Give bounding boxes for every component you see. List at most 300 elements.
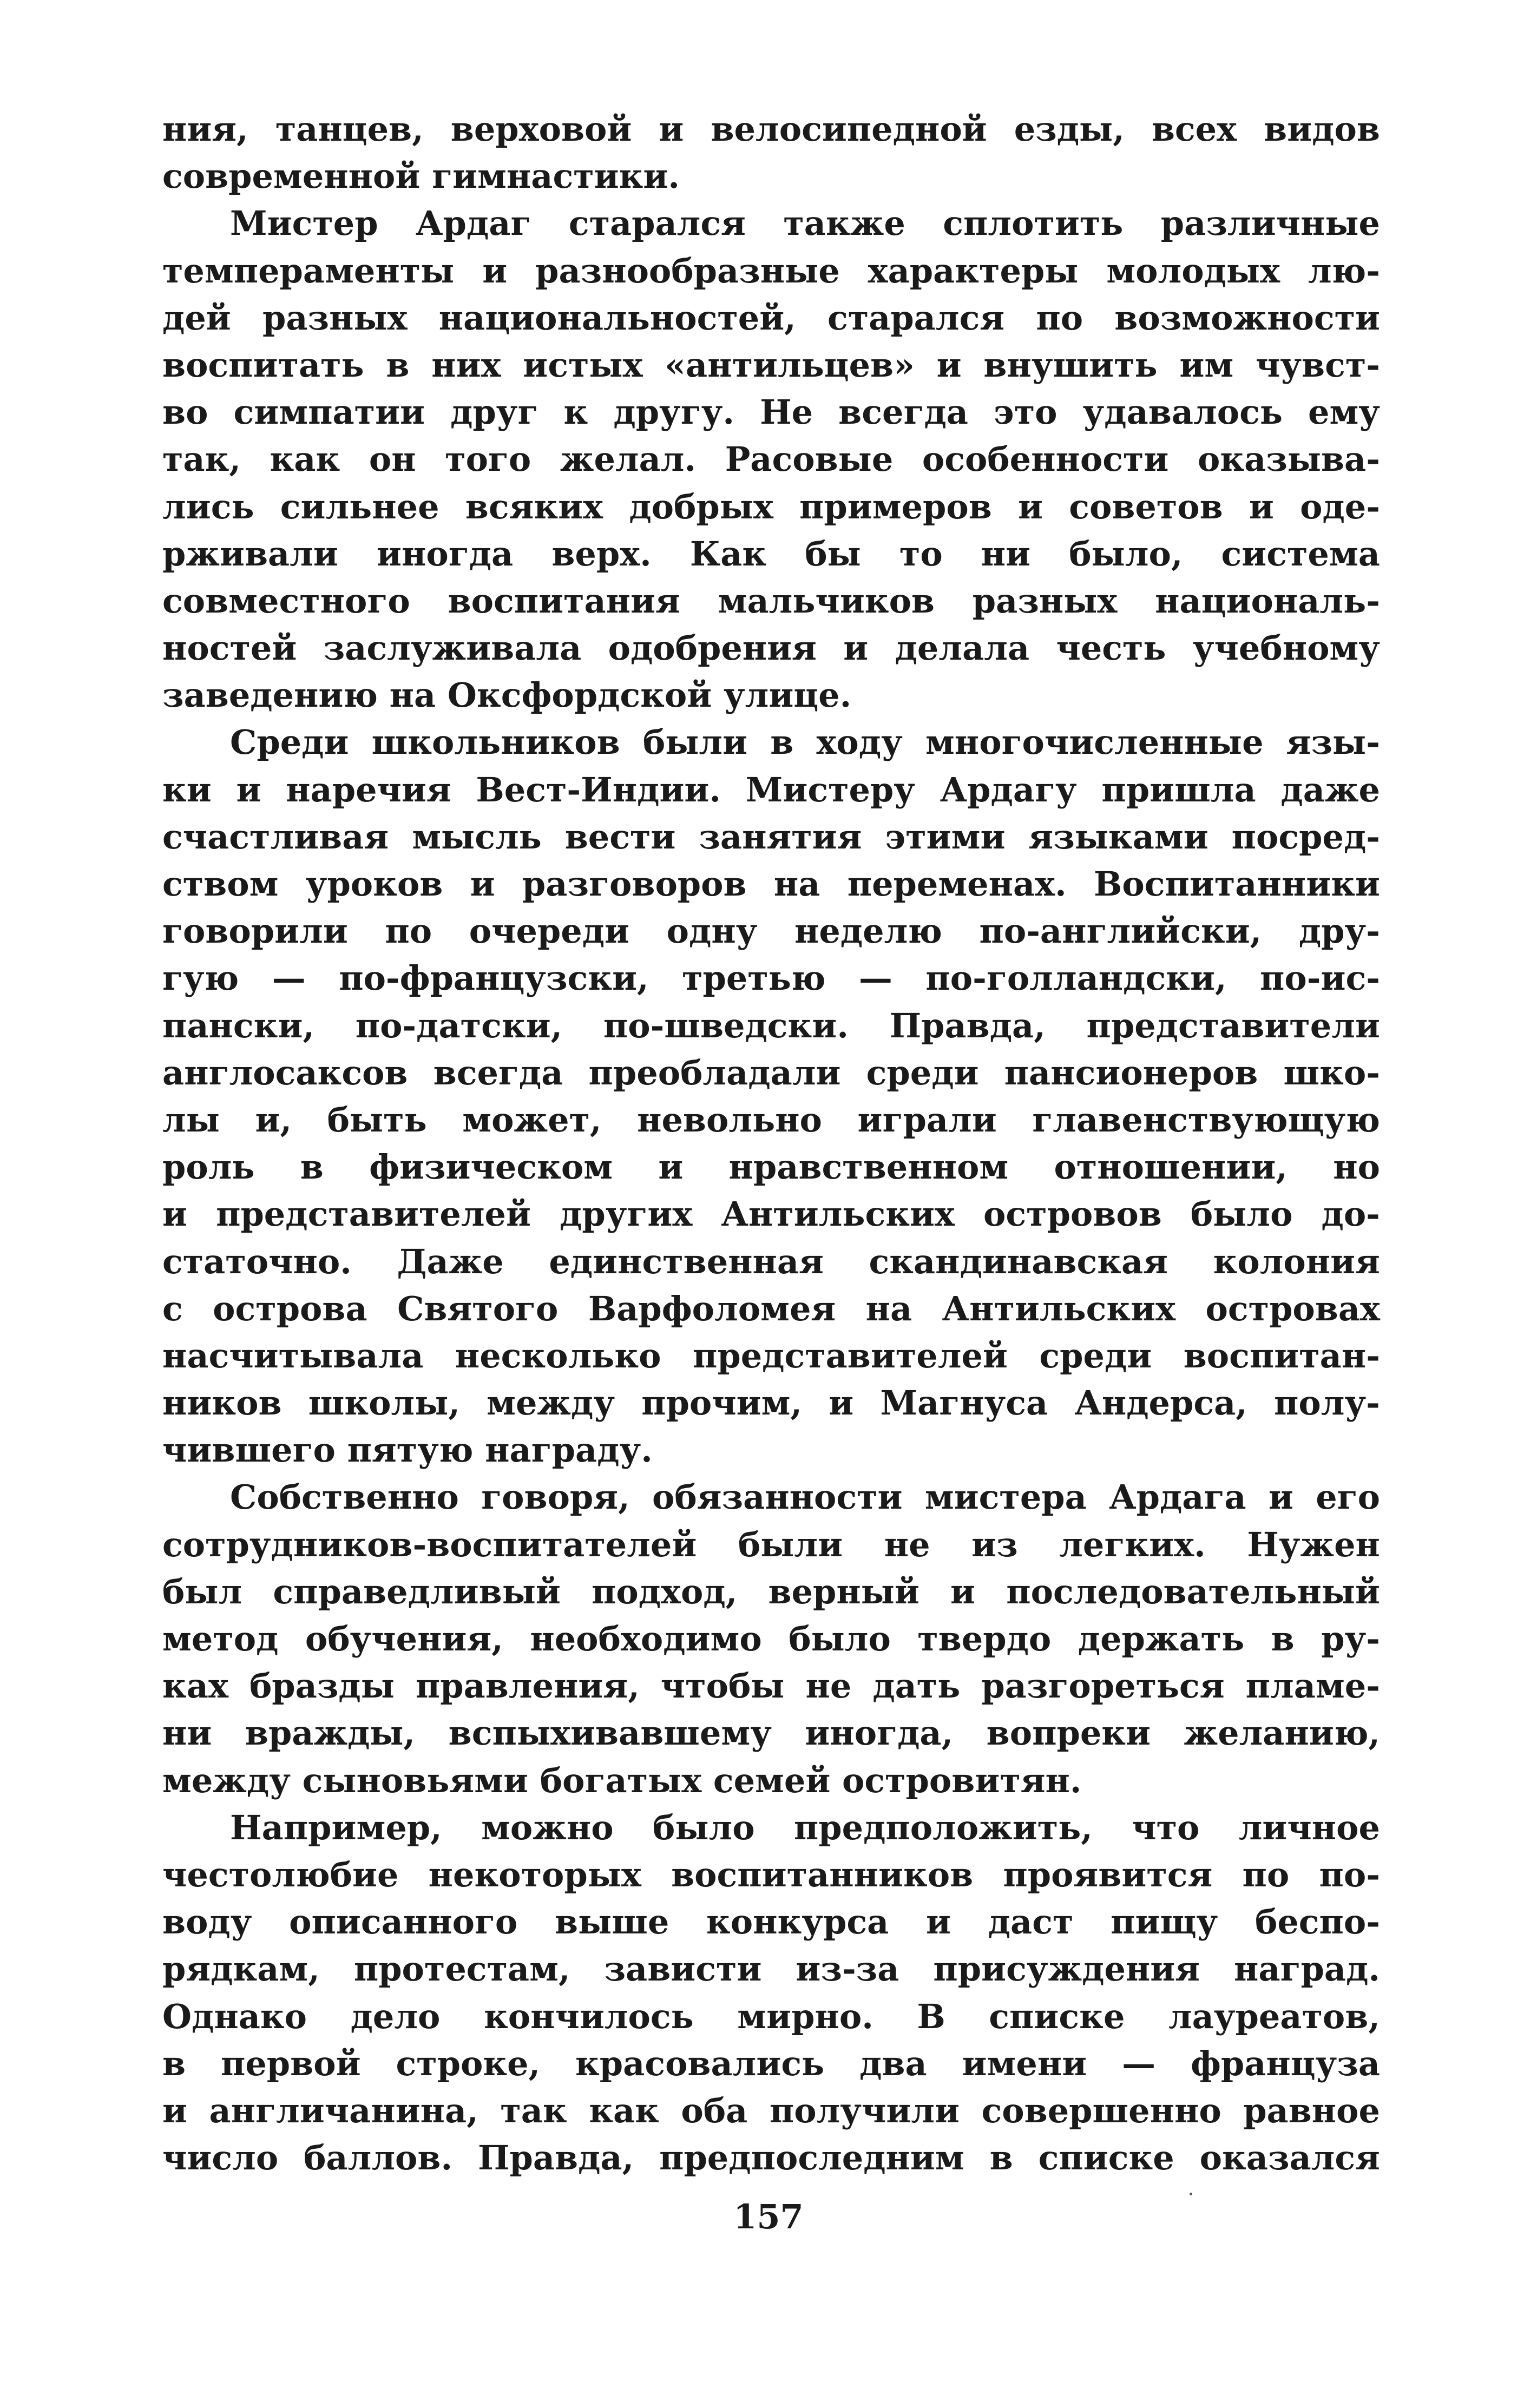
word: Расовые: [725, 439, 894, 479]
word: других: [560, 1194, 693, 1234]
word: истых: [523, 345, 643, 385]
word: верх.: [551, 534, 652, 574]
word: так,: [162, 439, 241, 479]
word: Правда,: [477, 2138, 634, 2178]
word: статочно.: [162, 1241, 352, 1281]
word: мальчиков: [718, 581, 935, 621]
word: пришла: [1101, 769, 1256, 810]
word: и,: [255, 1100, 292, 1140]
word: то: [899, 534, 943, 574]
word: и: [936, 345, 962, 385]
text-line: [162, 1190, 1380, 1238]
word: друг: [450, 392, 538, 432]
text-line: [162, 1898, 1380, 1945]
text-line: [162, 1379, 1380, 1426]
word: островитян.: [842, 1760, 1082, 1800]
word: вести: [564, 817, 676, 857]
word: вражды,: [245, 1713, 416, 1753]
word: них: [431, 345, 501, 385]
word: темпераменты: [162, 251, 455, 291]
word: с: [162, 1288, 183, 1328]
word: система: [1221, 534, 1380, 574]
word: и: [659, 109, 684, 149]
word: в: [162, 2043, 186, 2083]
word: старался: [568, 203, 746, 244]
word: и: [926, 1902, 951, 1942]
text-line: [162, 483, 1380, 530]
word: в: [989, 2138, 1013, 2178]
text-line: [162, 2134, 1380, 2181]
word: Ардага: [1109, 1477, 1246, 1517]
word: получили: [769, 2090, 960, 2130]
text-line: [162, 907, 1380, 955]
word: Магнуса: [880, 1383, 1048, 1423]
word: два: [859, 2043, 927, 2083]
word: в: [770, 722, 794, 762]
word: некоторых: [428, 1854, 641, 1894]
word: на: [773, 864, 820, 904]
word: предположить,: [793, 1807, 1093, 1847]
word: разных: [972, 581, 1118, 621]
word: дей: [162, 298, 231, 338]
word: разных: [262, 298, 408, 338]
word: среди: [866, 1052, 979, 1093]
text-line: [162, 1804, 1380, 1851]
word: во: [162, 392, 208, 432]
text-line: [162, 153, 1380, 200]
text-line: [162, 1049, 1380, 1096]
body-text: [162, 106, 1380, 2181]
text-line: [162, 106, 1380, 153]
word: легких.: [1059, 1524, 1206, 1564]
word: держать: [1078, 1619, 1245, 1659]
word: внушить: [983, 345, 1158, 385]
word: в: [1271, 1619, 1295, 1659]
word: что: [1132, 1807, 1200, 1847]
word: оказыва-: [1197, 439, 1380, 479]
word: дру-: [1298, 911, 1380, 951]
word: Вест-Индии.: [476, 769, 721, 810]
word: иногда: [377, 534, 514, 574]
word: представителей: [216, 1194, 531, 1234]
word: как: [270, 439, 340, 479]
text-line: [162, 1238, 1380, 1285]
text-line: [162, 766, 1380, 813]
word: дать: [872, 1666, 961, 1706]
word: советов: [1069, 486, 1223, 527]
word: и: [658, 1147, 684, 1187]
word: был: [162, 1571, 242, 1611]
word: делала: [895, 628, 1030, 668]
word: играли: [857, 1100, 997, 1140]
word: улице.: [723, 675, 852, 715]
word: проявится: [1003, 1854, 1213, 1894]
word: ством: [162, 864, 279, 904]
word: совершенно: [981, 2090, 1221, 2130]
text-line: [162, 1615, 1380, 1662]
word: современной: [162, 156, 421, 196]
word: язы-: [1286, 722, 1380, 762]
word: верховой: [450, 109, 632, 149]
text-line: [162, 1332, 1380, 1379]
word: лись: [162, 486, 254, 527]
word: насчитывала: [162, 1335, 424, 1376]
word: Правда,: [889, 1005, 1046, 1045]
word: чтобы: [660, 1666, 785, 1706]
word: в: [300, 1147, 324, 1187]
word: Ардагу: [940, 769, 1077, 810]
word: честь: [1056, 628, 1166, 668]
text-line: [162, 1757, 1380, 1804]
word: красовались: [575, 2043, 825, 2083]
word: богатых: [540, 1760, 702, 1800]
word: отношении,: [1054, 1147, 1288, 1187]
word: и: [1268, 1477, 1293, 1517]
word: учебному: [1192, 628, 1380, 668]
word: старался: [827, 298, 1005, 338]
word: мистера: [924, 1477, 1087, 1517]
word: лы: [162, 1100, 220, 1140]
word: списке: [1038, 2138, 1174, 2178]
word: им: [1179, 345, 1234, 385]
word: это: [994, 392, 1057, 432]
word: к: [563, 392, 588, 432]
word: оба: [681, 2090, 748, 2130]
word: пансионеров: [1004, 1052, 1258, 1093]
text-line: [162, 955, 1380, 1002]
word: и: [1018, 486, 1043, 527]
word: списке: [989, 1996, 1125, 2036]
word: совместного: [162, 581, 410, 621]
word: по-шведски.: [603, 1005, 849, 1045]
word: острова: [213, 1288, 367, 1328]
word: конкурса: [706, 1902, 889, 1942]
word: лю-: [1308, 251, 1380, 291]
word: равное: [1243, 2090, 1380, 2130]
word: семей: [713, 1760, 831, 1800]
word: быть: [327, 1100, 427, 1140]
word: счастливая: [162, 817, 389, 857]
word: подход,: [592, 1571, 738, 1611]
word: ни: [162, 1713, 212, 1753]
word: всегда: [433, 1052, 563, 1093]
word: физическом: [369, 1147, 613, 1187]
text-line: [162, 1851, 1380, 1898]
text-line: [162, 1993, 1380, 2040]
word: по-датски,: [355, 1005, 563, 1045]
word: ках: [162, 1666, 228, 1706]
word: представители: [1086, 1005, 1380, 1045]
word: того: [445, 439, 531, 479]
word: ходу: [816, 722, 903, 762]
word: примеров: [799, 486, 992, 527]
word: и: [482, 251, 508, 291]
word: разговоров: [522, 864, 747, 904]
word: наград.: [1234, 1949, 1380, 1989]
word: по: [385, 911, 432, 951]
word: из: [971, 1524, 1018, 1564]
word: пятую: [347, 1430, 474, 1470]
text-line: [162, 341, 1380, 389]
word: описанного: [289, 1902, 518, 1942]
word: верный: [768, 1571, 919, 1611]
text-line: [162, 1426, 1380, 1473]
word: возможности: [1114, 298, 1380, 338]
text-line: [162, 1002, 1380, 1049]
word: заведению: [162, 675, 378, 715]
word: Андерса,: [1074, 1383, 1247, 1423]
word: сильнее: [280, 486, 439, 527]
word: Антильских: [721, 1194, 955, 1234]
word: Святого: [397, 1288, 559, 1328]
word: француза: [1190, 2043, 1380, 2083]
word: добрых: [629, 486, 773, 527]
word: не: [884, 1524, 930, 1564]
word: даже: [1280, 769, 1380, 810]
word: переменах.: [847, 864, 1067, 904]
word: по: [1036, 298, 1083, 338]
word: присуждения: [933, 1949, 1200, 1989]
word: можно: [481, 1807, 614, 1847]
word: Как: [689, 534, 767, 574]
word: по-французски,: [339, 958, 649, 998]
word: полу-: [1274, 1383, 1380, 1423]
word: в: [386, 345, 410, 385]
text-line: [162, 1143, 1380, 1190]
word: последовательный: [1006, 1571, 1380, 1611]
text-line: [162, 294, 1380, 341]
word: выше: [555, 1902, 669, 1942]
word: между: [487, 1383, 615, 1423]
word: также: [783, 203, 905, 244]
word: всех: [1151, 109, 1237, 149]
word: скандинавская: [869, 1241, 1168, 1281]
text-line: [162, 860, 1380, 907]
word: твердо: [917, 1619, 1052, 1659]
word: —: [858, 958, 892, 998]
word: на: [389, 675, 436, 715]
word: неделю: [794, 911, 942, 951]
word: всегда: [838, 392, 968, 432]
text-line: [162, 389, 1380, 436]
word: лауреатов,: [1168, 1996, 1380, 2036]
word: англичанина,: [209, 2090, 478, 2130]
word: колония: [1213, 1241, 1380, 1281]
word: главенствующую: [1032, 1100, 1380, 1140]
word: многочисленные: [925, 722, 1264, 762]
word: беспо-: [1254, 1902, 1380, 1942]
word: не: [805, 1666, 852, 1706]
word: личное: [1238, 1807, 1380, 1847]
word: метод: [162, 1619, 279, 1659]
word: воспитать: [162, 345, 364, 385]
word: сыновьями: [302, 1760, 529, 1800]
print-speck: [1190, 2193, 1192, 2195]
text-line: [162, 247, 1380, 294]
word: по-английски,: [979, 911, 1262, 951]
word: англосаксов: [162, 1052, 408, 1093]
word: одобрения: [608, 628, 817, 668]
text-line: [162, 719, 1380, 766]
word: характеры: [868, 251, 1079, 291]
word: первой: [220, 2043, 361, 2083]
word: пищу: [1111, 1902, 1218, 1942]
word: и: [843, 628, 869, 668]
word: честолюбие: [162, 1854, 399, 1894]
word: танцев,: [275, 109, 424, 149]
word: иногда,: [805, 1713, 954, 1753]
word: было: [1190, 1194, 1293, 1234]
text-line: [162, 1662, 1380, 1709]
word: дело: [350, 1996, 441, 2036]
word: зависти: [604, 1949, 762, 1989]
word: шко-: [1283, 1052, 1380, 1093]
word: гимнастики.: [432, 156, 680, 196]
word: ния,: [162, 109, 248, 149]
word: ему: [1308, 392, 1380, 432]
text-line: [162, 530, 1380, 577]
word: были: [738, 1524, 843, 1564]
word: обучения,: [305, 1619, 503, 1659]
text-line: [162, 1285, 1380, 1332]
word: Варфоломея: [588, 1288, 836, 1328]
text-line: [162, 1521, 1380, 1568]
word: ностей: [162, 628, 297, 668]
word: даст: [988, 1902, 1074, 1942]
word: воспитания: [448, 581, 680, 621]
word: среди: [1039, 1335, 1152, 1376]
word: этими: [885, 817, 1006, 857]
word: оказался: [1199, 2138, 1380, 2178]
word: чившего: [162, 1430, 336, 1470]
word: Например,: [230, 1807, 442, 1847]
word: несколько: [455, 1335, 661, 1376]
word: езды,: [1014, 109, 1125, 149]
text-line: [162, 200, 1380, 247]
word: —: [1122, 2043, 1156, 2083]
text-line: [162, 1568, 1380, 1615]
word: и: [162, 2090, 187, 2130]
word: как: [589, 2090, 659, 2130]
word: по-ис-: [1260, 958, 1380, 998]
word: школьников: [371, 722, 620, 762]
word: Даже: [397, 1241, 504, 1281]
word: третью: [682, 958, 826, 998]
word: островов: [983, 1194, 1162, 1234]
word: нравственном: [728, 1147, 1009, 1187]
word: молодых: [1106, 251, 1280, 291]
word: до-: [1321, 1194, 1380, 1234]
word: —: [272, 958, 306, 998]
word: строке,: [396, 2043, 541, 2083]
word: по-: [1319, 1854, 1380, 1894]
word: всяких: [465, 486, 603, 527]
text-line: [162, 1096, 1380, 1143]
word: Антильских: [942, 1288, 1176, 1328]
word: и: [162, 1194, 187, 1234]
word: Собственно: [230, 1477, 459, 1517]
word: желанию,: [1184, 1713, 1380, 1753]
word: рживали: [162, 534, 338, 574]
word: посред-: [1231, 817, 1380, 857]
word: его: [1316, 1477, 1380, 1517]
word: награду.: [485, 1430, 653, 1470]
text-line: [162, 2087, 1380, 2134]
word: было: [652, 1807, 755, 1847]
word: правления,: [415, 1666, 640, 1706]
word: справедливый: [273, 1571, 561, 1611]
text-line: [162, 2040, 1380, 2087]
word: гую: [162, 958, 239, 998]
word: заслуживала: [323, 628, 582, 668]
word: так: [500, 2090, 567, 2130]
word: Воспитанники: [1094, 864, 1380, 904]
text-line: [162, 1945, 1380, 1992]
word: ников: [162, 1383, 282, 1423]
word: протестам,: [353, 1949, 570, 1989]
word: Мистеру: [745, 769, 915, 810]
word: одну: [666, 911, 758, 951]
word: по: [1242, 1854, 1290, 1894]
word: пламе-: [1245, 1666, 1380, 1706]
word: предпоследним: [659, 2138, 964, 2178]
word: Ардаг: [416, 203, 531, 244]
word: обязанности: [652, 1477, 903, 1517]
word: на: [865, 1288, 912, 1328]
word: единственная: [549, 1241, 824, 1281]
word: «антильцев»: [665, 345, 915, 385]
word: другу.: [613, 392, 735, 432]
word: ру-: [1321, 1619, 1380, 1659]
word: ни: [981, 534, 1031, 574]
word: представителей: [692, 1335, 1008, 1376]
word: роль: [162, 1147, 255, 1187]
word: мирно.: [737, 1996, 873, 2036]
word: Мистер: [230, 203, 378, 244]
word: преобладали: [588, 1052, 841, 1093]
word: сотрудников-воспитателей: [162, 1524, 697, 1564]
word: невольно: [637, 1100, 822, 1140]
word: из-за: [796, 1949, 899, 1989]
word: симпатии: [233, 392, 425, 432]
word: Среди: [230, 722, 349, 762]
word: было: [789, 1619, 891, 1659]
word: различные: [1160, 203, 1380, 244]
word: и: [1249, 486, 1274, 527]
text-line: [162, 1473, 1380, 1521]
word: рядкам,: [162, 1949, 320, 1989]
word: удавалось: [1082, 392, 1283, 432]
word: и: [829, 1383, 854, 1423]
word: воспитанников: [671, 1854, 974, 1894]
word: националь-: [1155, 581, 1380, 621]
word: и: [950, 1571, 976, 1611]
word: имени: [962, 2043, 1087, 2083]
word: Однако: [162, 1996, 307, 2036]
word: говоря,: [481, 1477, 630, 1517]
word: ки: [162, 769, 212, 810]
word: Оксфордской: [447, 675, 712, 715]
word: Нужен: [1247, 1524, 1380, 1564]
word: наречия: [286, 769, 451, 810]
word: необходимо: [530, 1619, 762, 1659]
text-line: [162, 813, 1380, 860]
word: велосипедной: [711, 109, 987, 149]
word: Не: [760, 392, 813, 432]
word: вопреки: [986, 1713, 1151, 1753]
word: и: [470, 864, 495, 904]
word: разгореться: [981, 1666, 1225, 1706]
